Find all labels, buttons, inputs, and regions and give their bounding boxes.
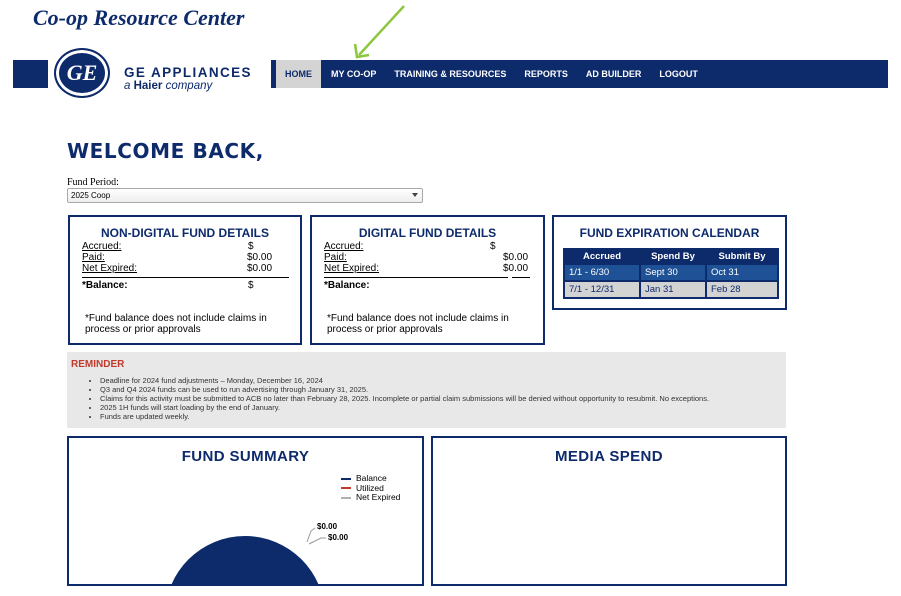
brand-name: GE APPLIANCES: [124, 65, 252, 80]
brand-sub-prefix: a: [124, 80, 134, 92]
net-expired-label: Net Expired:: [82, 263, 138, 274]
table-row: [565, 265, 777, 280]
list-item: • Deadline for 2024 fund adjustments – Monday, December 16, 2024: [100, 376, 709, 385]
paid-row: [82, 252, 273, 263]
nav-reports[interactable]: REPORTS: [524, 69, 568, 79]
balance-label: *Balance:: [324, 280, 370, 291]
chevron-down-icon: [412, 193, 418, 197]
balance-label: *Balance:: [82, 280, 128, 291]
nav-logout[interactable]: LOGOUT: [659, 69, 698, 79]
list-item: • Claims for this activity must be submitted to ACB no later than February 28, 2025. Incomplete or partial claim submissions will be denied without opportunity to resubmit. No exceptions.: [100, 394, 709, 403]
nav-my-coop[interactable]: MY CO-OP: [331, 69, 377, 79]
media-spend-title: MEDIA SPEND: [554, 448, 664, 465]
non-digital-fund-card: [68, 215, 302, 345]
green-arrow-icon: [350, 4, 410, 64]
nav-training-resources[interactable]: TRAINING & RESOURCES: [394, 69, 507, 79]
accrued-value: $: [490, 241, 496, 252]
balance-value: $: [248, 280, 254, 291]
ge-logo-text: GE: [66, 60, 98, 85]
paid-value: $0.00: [247, 252, 273, 263]
fund-period-value: 2025 Coop: [71, 191, 111, 200]
paid-row: [324, 252, 529, 263]
cell-accrued: 7/1 - 12/31: [565, 282, 639, 297]
nav-ad-builder[interactable]: AD BUILDER: [585, 69, 642, 79]
pie-slice-balance: [165, 536, 325, 584]
legend-label: Balance: [356, 473, 387, 483]
list-item: • Funds are updated weekly.: [100, 412, 709, 421]
reminder-list: [100, 376, 709, 421]
legend-label: Net Expired: [356, 492, 401, 502]
brand-sub-haier: Haier: [133, 80, 163, 92]
welcome-heading: WELCOME BACK,: [67, 139, 264, 163]
brand-sub-suffix: company: [162, 80, 213, 92]
cell-submit-by: Feb 28: [707, 282, 777, 297]
table-row: [565, 282, 777, 297]
list-item: • Q3 and Q4 2024 funds can be used to run advertising through January 31, 2025.: [100, 385, 709, 394]
net-expired-row: [82, 263, 273, 274]
accrued-value: $: [248, 241, 254, 252]
header-accrued: Accrued: [565, 250, 639, 263]
total-rule: [324, 277, 508, 278]
header-spend-by: Spend By: [641, 250, 705, 263]
paid-label: Paid:: [82, 252, 105, 263]
nav-home[interactable]: HOME: [276, 60, 321, 88]
pie-label: $0.00: [328, 533, 349, 542]
fund-summary-card: [67, 436, 424, 586]
accrued-row: [82, 241, 254, 252]
total-rule-right: [512, 277, 530, 278]
paid-value: $0.00: [503, 252, 529, 263]
media-spend-card: [431, 436, 787, 586]
pie-leader-line-1: [307, 528, 315, 542]
cell-spend-by: Jan 31: [641, 282, 705, 297]
accrued-row: [324, 241, 496, 252]
net-expired-value: $0.00: [503, 263, 529, 274]
fund-note: *Fund balance does not include claims in process or prior approvals: [327, 313, 509, 335]
fund-period-label: Fund Period:: [67, 177, 119, 188]
ge-logo-icon[interactable]: [54, 48, 110, 98]
pie-label: $0.00: [317, 522, 338, 531]
main-nav: [276, 60, 707, 88]
site-title: Co-op Resource Center: [33, 5, 245, 30]
accrued-label: Accrued:: [324, 241, 364, 252]
paid-label: Paid:: [324, 252, 347, 263]
legend-label: Utilized: [356, 482, 384, 493]
digital-fund-card: [310, 215, 545, 345]
expiration-table: [563, 248, 779, 299]
net-expired-row: [324, 263, 529, 274]
pie-leader-line-2: [309, 538, 326, 544]
non-digital-title: NON-DIGITAL FUND DETAILS: [101, 226, 269, 240]
net-expired-label: Net Expired:: [324, 263, 380, 274]
net-expired-value: $0.00: [247, 263, 273, 274]
brand-subtitle: [124, 80, 212, 92]
reminder-title: REMINDER: [71, 359, 125, 370]
fund-period-select[interactable]: [67, 188, 423, 203]
list-item: • 2025 1H funds will start loading by the end of January.: [100, 403, 709, 412]
total-rule: [82, 277, 289, 278]
digital-title: DIGITAL FUND DETAILS: [358, 226, 497, 240]
balance-row: [248, 280, 254, 291]
accrued-label: Accrued:: [82, 241, 122, 252]
fund-summary-title: FUND SUMMARY: [181, 448, 310, 465]
cell-accrued: 1/1 - 6/30: [565, 265, 639, 280]
fund-expiration-card: [552, 215, 787, 310]
cell-spend-by: Sept 30: [641, 265, 705, 280]
reminder-panel: [67, 352, 786, 428]
expiration-title: FUND EXPIRATION CALENDAR: [579, 226, 760, 240]
cell-submit-by: Oct 31: [707, 265, 777, 280]
fund-note: *Fund balance does not include claims in process or prior approvals: [85, 313, 267, 335]
fund-summary-pie: [69, 438, 422, 584]
header-submit-by: Submit By: [707, 250, 777, 263]
